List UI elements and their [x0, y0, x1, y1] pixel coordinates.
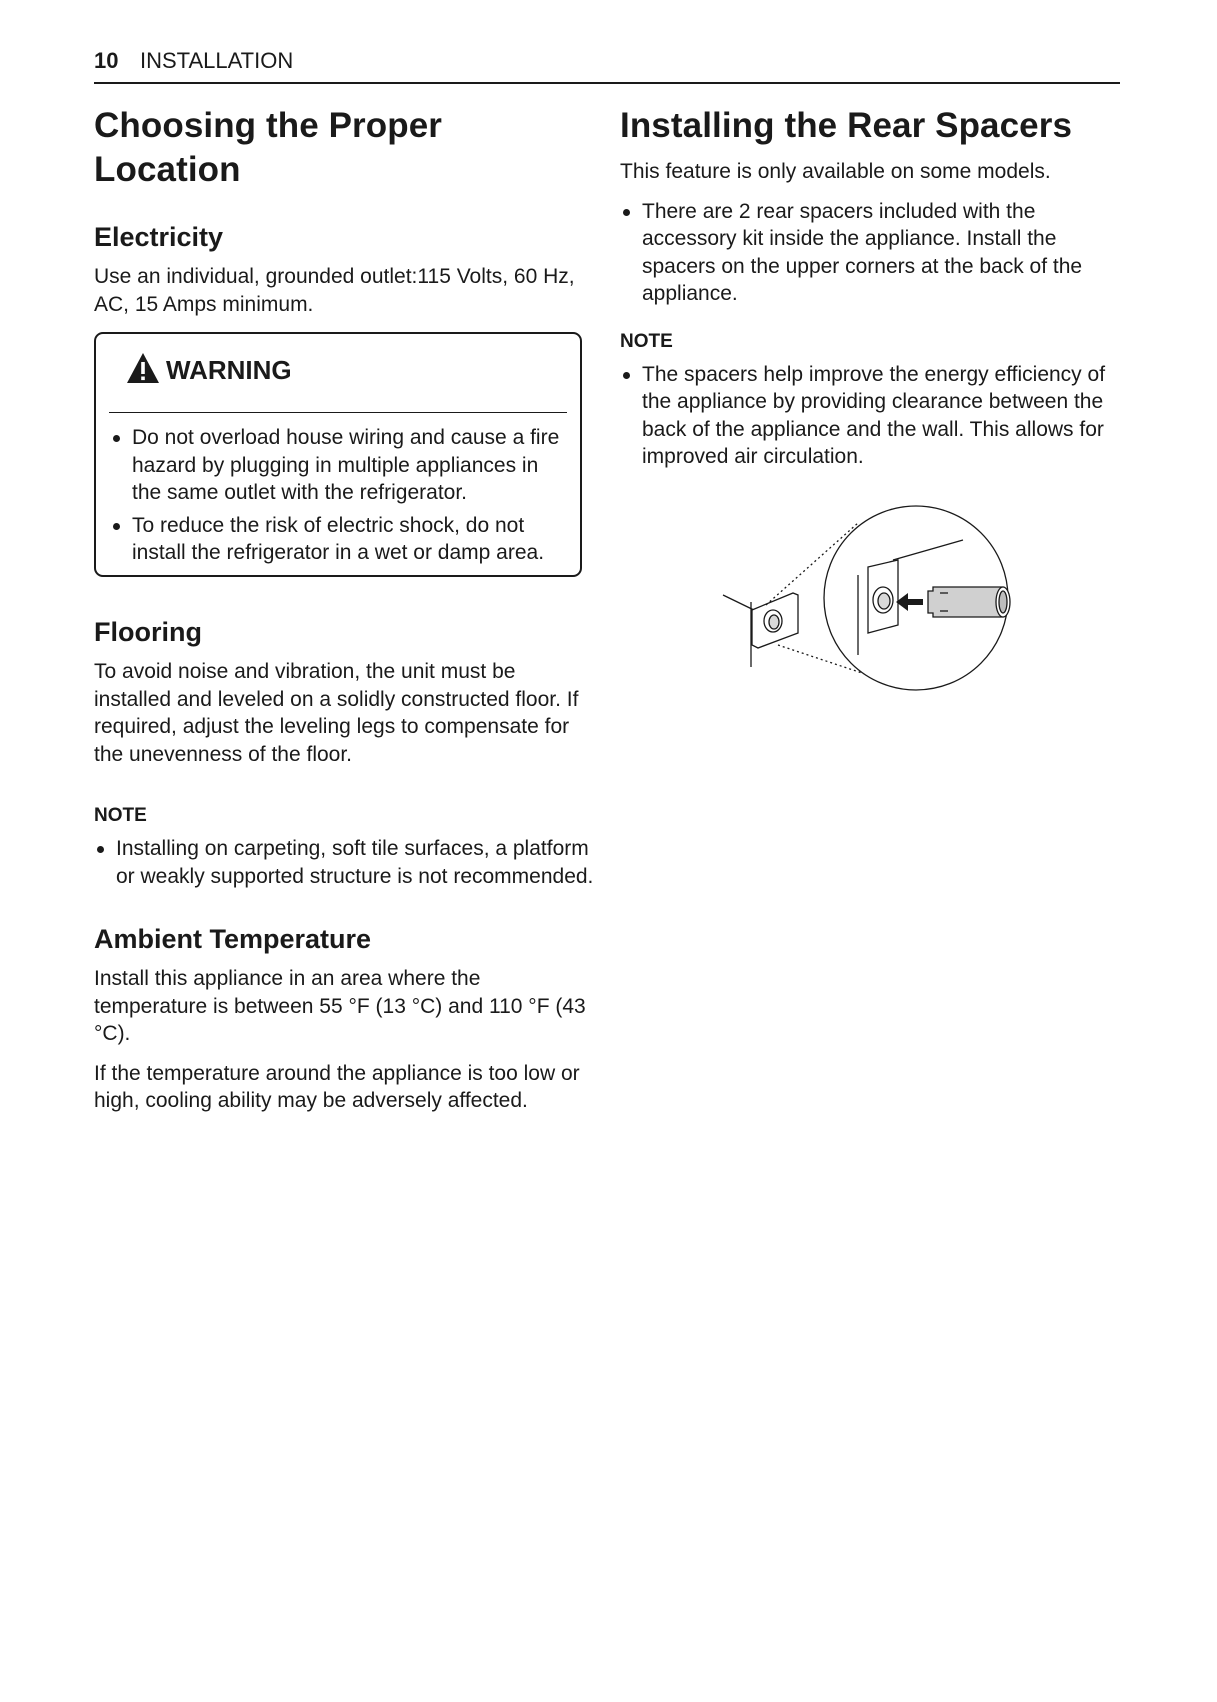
warning-list	[110, 424, 570, 572]
location-title: Choosing the Proper Location	[94, 106, 443, 189]
ambient-text: If the temperature around the appliance is too low or high, cooling ability may be adversely affected.	[94, 1061, 580, 1112]
spacers-title: Installing the Rear Spacers	[620, 106, 1073, 145]
warning-box	[94, 332, 582, 577]
warning-divider	[109, 412, 567, 413]
section-title: INSTALLATION	[140, 48, 294, 73]
warning-label: WARNING	[166, 355, 292, 385]
spacers-item: There are 2 rear spacers included with the accessory kit inside the appliance. Install the spacers on the upper corners at the back of the appliance.	[620, 198, 1126, 308]
left-column	[94, 104, 594, 1115]
note-item: The spacers help improve the energy efficiency of the appliance by providing clearance between the back of the appliance and the wall. This allows for improved air circulation.	[620, 361, 1126, 471]
right-column	[620, 104, 1126, 471]
spacers-note-list	[620, 361, 1126, 471]
spacers-note-label: NOTE	[620, 330, 673, 352]
page-header	[94, 48, 1120, 84]
rear-spacer-illustration	[718, 505, 1018, 700]
note-item: Installing on carpeting, soft tile surfaces, a platform or weakly supported structure is not recommended.	[94, 835, 594, 890]
electricity-heading: Electricity	[94, 222, 224, 252]
flooring-heading: Flooring	[94, 617, 202, 647]
page-number: 10	[94, 48, 119, 73]
warning-item: Do not overload house wiring and cause a fire hazard by plugging in multiple appliances in the same outlet with the refrigerator.	[110, 424, 570, 507]
warning-triangle-icon	[126, 352, 160, 389]
ambient-text: Install this appliance in an area where the temperature is between 55 °F (13 °C) and 110 °F (43 °C).	[94, 967, 586, 1045]
ambient-heading: Ambient Temperature	[94, 924, 372, 954]
flooring-note-label: NOTE	[94, 805, 147, 826]
spacers-list	[620, 198, 1126, 308]
flooring-note-list	[94, 835, 594, 890]
spacers-intro: This feature is only available on some models.	[620, 160, 1051, 183]
electricity-text: Use an individual, grounded outlet:115 Volts, 60 Hz, AC, 15 Amps minimum.	[94, 265, 575, 316]
flooring-text: To avoid noise and vibration, the unit must be installed and leveled on a solidly constructed floor. If required, adjust the leveling legs to compensate for the unevenness of the floor.	[94, 660, 579, 766]
warning-item: To reduce the risk of electric shock, do not install the refrigerator in a wet or damp area.	[110, 512, 570, 567]
